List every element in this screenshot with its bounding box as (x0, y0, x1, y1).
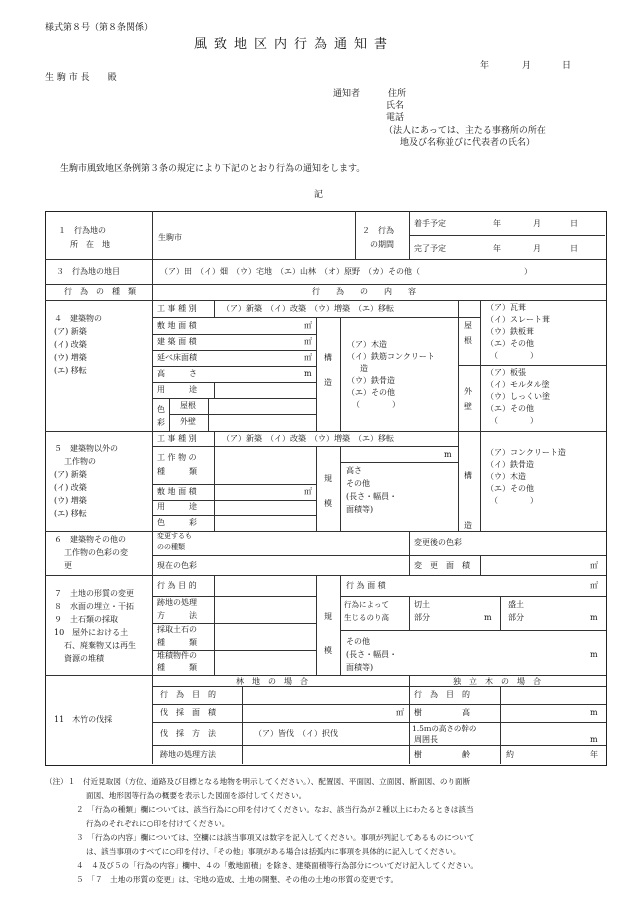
end-date-label: 完了予定 (414, 244, 446, 253)
note-4: ４ ４及び５の「行為の内容」欄中、４の「敷地面積」を除き、建築面積等行為部分についてだけ記入してください。 (76, 861, 479, 870)
sec11-tree-heading: 独 立 木 の 場 合 (453, 677, 541, 686)
sec5-kind-2: 種 類 (157, 467, 197, 476)
sec7-other-unit: m (590, 650, 598, 659)
sec4-roof-d: （エ）その他 (486, 339, 534, 348)
sec4-struct-label: 構造 (324, 353, 332, 387)
sec4-color-wall: 外壁 (180, 417, 196, 426)
sec5-work-type: 工 事 種 別 (157, 434, 197, 443)
sec4-struct-a: （ア）木造 (347, 340, 387, 349)
note-5: ５ 「７ 土地の形質の変更」は、宅地の造成、土地の開墾、その他の土地の形質の変更です。 (76, 875, 399, 884)
sec7-scale-label: 規模 (324, 612, 332, 655)
sec7-trace: 跡地の処理 (157, 598, 197, 607)
ki-mark: 記 (314, 190, 324, 200)
sec4-unit-3: ㎡ (304, 353, 312, 362)
sec5-use: 用 途 (157, 502, 197, 511)
sec5-struct-b: （イ）鉄骨造 (486, 460, 534, 469)
sec7-soil-2: 種 類 (157, 638, 197, 647)
sec11-forest-heading: 林 地 の 場 合 (236, 677, 308, 686)
sec7-fill-2: 部分 (508, 613, 524, 622)
land-category-label: ３ 行為地の地目 (56, 267, 120, 276)
sec7-cut-unit: m (484, 613, 492, 622)
notifier-label: 通知者 (333, 89, 361, 99)
sec4-wall-a: （ア）板張 (486, 368, 526, 377)
sec4-roof-a: （ア）瓦葺 (486, 303, 526, 312)
sec8-label: ８ 水面の埋立・干拓 (54, 602, 134, 611)
sec5-label-2: 工作物の (64, 457, 96, 466)
date-day: 日 (562, 61, 572, 71)
sec4-wall-c: （ウ）しっくい塗 (486, 392, 550, 401)
sec5-label: ５ 建築物以外の (54, 444, 118, 453)
sec4-roof-c: （ウ）鉄板葺 (486, 327, 534, 336)
note-3-cont: は、該当事項のすべてに○印を付け、「その他」事項がある場合は括弧内に事項を具体的に記入してください。 (86, 847, 461, 856)
sec4-struct-c: （ウ）鉄骨造 (347, 376, 395, 385)
sec4-unit-1: ㎡ (304, 321, 312, 330)
note-2: ２ 「行為の種類」欄については、該当行為に○印を付けてください。なお、該当行為が２種以上にわたるときは該当 (76, 805, 474, 814)
start-day: 日 (570, 219, 578, 228)
sec5-site-area-unit: ㎡ (304, 487, 312, 496)
period-label-2: の期間 (370, 240, 394, 249)
sec6-new-color: 変更後の色彩 (414, 538, 462, 547)
kind-heading: 行 為 の 種 類 (64, 287, 136, 296)
sec10-label-2: 石、廃棄物又は再生 (64, 641, 136, 650)
sec5-scale-height: 高さ (346, 466, 362, 475)
sec5-opt-a: (ア) 新築 (54, 470, 87, 479)
sec7-other: その他 (346, 637, 370, 646)
sec5-scale-other-2: (長さ・幅員・ (346, 492, 398, 501)
sec4-struct-other: （ ） (352, 400, 400, 409)
sec4-struct-b: （イ）鉄筋コンクリート (347, 352, 435, 361)
address-label: 住所 (388, 89, 407, 99)
sec9-label: ９ 土石類の採取 (54, 615, 118, 624)
sec4-opt-a: (ア) 新築 (54, 327, 87, 336)
end-month: 月 (533, 244, 541, 253)
sec7-slope: 行為によって (344, 600, 389, 609)
sec4-roof-label: 屋根 (464, 321, 472, 345)
intro-text: 生駒市風致地区条例第３条の規定により下記のとおり行為の通知をします。 (60, 164, 366, 174)
sec7-act-area: 行 為 面 積 (346, 581, 386, 590)
sec7-purpose: 行 為 目 的 (157, 581, 197, 590)
sec11-tree-age: 樹 齢 (414, 750, 470, 759)
corp-note-2: 地及び名称並びに代表者の氏名） (400, 138, 536, 148)
sec4-struct-b2: 造 (360, 364, 368, 373)
sec4-unit-2: ㎡ (304, 337, 312, 346)
start-month: 月 (533, 219, 541, 228)
sec4-site-area: 敷 地 面 積 (157, 321, 197, 330)
sec5-struct-d: （エ）その他 (486, 484, 534, 493)
sec7-fill-unit: m (590, 613, 598, 622)
corp-note-1: （法人にあっては、主たる事務所の所在 (384, 126, 546, 136)
sec4-roof-b: （イ）スレート葺 (486, 315, 550, 324)
sec5-opt-c: (ウ) 増築 (54, 496, 87, 505)
sec7-soil: 採取土石の (157, 625, 197, 634)
sec7-fill: 盛土 (508, 600, 524, 609)
location-label: １ 行為地の (58, 226, 106, 235)
sec5-struct-other: （ ） (490, 496, 538, 505)
sec5-work-options: （ア）新築 （イ）改築 （ウ）増築 （エ）移転 (222, 434, 394, 443)
sec5-struct-c: （ウ）木造 (486, 472, 526, 481)
sec4-work-type: 工 事 種 別 (157, 304, 197, 313)
sec11-tree-girth-2: 周囲長 (414, 735, 438, 744)
date-year: 年 (480, 61, 490, 71)
sec4-unit-4: m (304, 369, 312, 378)
end-year: 年 (493, 244, 501, 253)
note-2-cont: 行為のそれぞれに○印を付けてください。 (86, 819, 230, 828)
sec5-scale-other: その他 (346, 479, 370, 488)
sec7-slope-2: 生じるのり高 (344, 613, 389, 622)
start-date-label: 着手予定 (414, 219, 446, 228)
sec5-opt-d: (エ) 移転 (54, 509, 87, 518)
sec4-work-options: （ア）新築 （イ）改築 （ウ）増築 （エ）移転 (222, 304, 394, 313)
sec11-tree-purpose: 行 為 目 的 (414, 690, 470, 699)
phone-label: 電話 (386, 113, 405, 123)
sec5-opt-b: (イ) 改築 (54, 483, 87, 492)
sec6-before-type-2: のの種類 (157, 543, 185, 551)
sec7-pile: 堆積物件の (157, 651, 197, 660)
land-category-options: （ア）田 （イ）畑 （ウ）宅地 （エ）山林 （オ）原野 （カ）その他（ ） (160, 267, 532, 276)
document-title: 風致地区内行為通知書 (194, 37, 395, 52)
sec6-label-3: 更 (64, 561, 72, 570)
sec7-cut-2: 部分 (414, 613, 430, 622)
note-1-cont: 面図、地形図等行為の概要を表示した図面を添付してください。 (86, 791, 307, 800)
sec11-method-options: （ア）皆伐 （イ）択伐 (254, 729, 338, 738)
sec4-color-roof: 屋根 (180, 401, 196, 410)
sec5-height-unit: m (444, 450, 452, 459)
sec11-trace: 跡地の処理方法 (160, 750, 216, 759)
sec4-wall-other: （ ） (490, 416, 538, 425)
location-city: 生駒市 (158, 233, 182, 242)
sec7-trace-2: 方 法 (157, 611, 197, 620)
sec5-color: 色 彩 (157, 518, 197, 527)
sec4-wall-label: 外壁 (464, 387, 472, 411)
sec5-scale-other-3: 面積等) (346, 505, 374, 514)
sec4-floor-area: 延べ床面積 (157, 353, 197, 362)
sec7-other-2: (長さ・幅員・ (346, 650, 398, 659)
sec11-tree-height-unit: m (590, 708, 598, 717)
sec11-purpose: 行 為 目 的 (160, 690, 216, 699)
sec6-current-color: 現在の色彩 (157, 561, 197, 570)
sec4-wall-d: （エ）その他 (486, 404, 534, 413)
sec5-kind: 工 作 物 の (157, 453, 197, 462)
date-month: 月 (522, 61, 532, 71)
location-label-2: 所 在 地 (70, 240, 110, 249)
sec6-change-area: 変 更 面 積 (414, 561, 470, 570)
sec11-cut-area: 伐 採 面 積 (160, 708, 216, 717)
sec11-label: 11 木竹の伐採 (54, 715, 113, 724)
sec4-opt-d: (エ) 移転 (54, 366, 87, 375)
sec4-wall-b: （イ）モルタル塗 (486, 380, 550, 389)
sec4-label: ４ 建築物の (54, 314, 102, 323)
sec4-roof-other: （ ） (490, 351, 538, 360)
sec5-struct-a: （ア）コンクリート造 (486, 448, 566, 457)
form-number: 様式第８号（第８条関係） (45, 23, 154, 33)
sec7-act-area-unit: ㎡ (590, 581, 598, 590)
sec6-label: ６ 建築物その他の (54, 535, 126, 544)
name-label: 氏名 (386, 101, 405, 111)
sec10-label-3: 資源の堆積 (64, 654, 104, 663)
sec4-height: 高 さ (157, 369, 197, 378)
sec11-tree-height: 樹 高 (414, 708, 470, 717)
sec11-tree-age-unit: 年 (590, 750, 598, 759)
sec4-building-area: 建 築 面 積 (157, 337, 197, 346)
sec7-other-3: 面積等) (346, 663, 374, 672)
note-3: ３ 「行為の内容」欄については、空欄には該当事項又は数字を記入してください。事項が列記してあるものについて (76, 833, 475, 842)
start-year: 年 (493, 219, 501, 228)
period-label: ２ 行為 (362, 226, 394, 235)
sec11-tree-girth: 1.5ｍの高さの幹の (412, 724, 477, 733)
sec4-struct-d: （エ）その他 (347, 388, 395, 397)
addressee: 生 駒 市 長 殿 (45, 73, 117, 83)
sec5-site-area: 敷 地 面 積 (157, 487, 197, 496)
sec11-tree-age-about: 約 (506, 750, 514, 759)
sec11-method: 伐 採 方 法 (160, 729, 216, 738)
sec7-cut: 切土 (414, 600, 430, 609)
sec10-label: 10 屋外における土 (54, 628, 129, 637)
sec7-label: ７ 土地の形質の変更 (54, 589, 134, 598)
content-heading: 行 為 の 内 容 (312, 287, 416, 296)
note-1: （注）１ 付近見取図（方位、道路及び目標となる地物を明示してください。）、配置図、平面図、立面図、断面図、のり面断 (45, 777, 471, 786)
sec5-struct-label: 構造 (464, 471, 472, 530)
sec4-opt-c: (ウ) 増築 (54, 353, 87, 362)
sec11-cut-area-unit: ㎡ (396, 708, 404, 717)
sec4-use: 用 途 (157, 385, 197, 394)
sec7-pile-2: 種 類 (157, 663, 197, 672)
sec5-scale-label: 規模 (324, 474, 332, 508)
sec6-before-type: 変更するも (157, 532, 192, 540)
sec4-color: 色彩 (157, 405, 165, 427)
sec4-opt-b: (イ) 改築 (54, 340, 87, 349)
sec6-label-2: 工作物の色彩の変 (64, 548, 128, 557)
end-day: 日 (570, 244, 578, 253)
sec6-unit: ㎡ (590, 561, 598, 570)
sec11-tree-girth-unit: m (590, 735, 598, 744)
